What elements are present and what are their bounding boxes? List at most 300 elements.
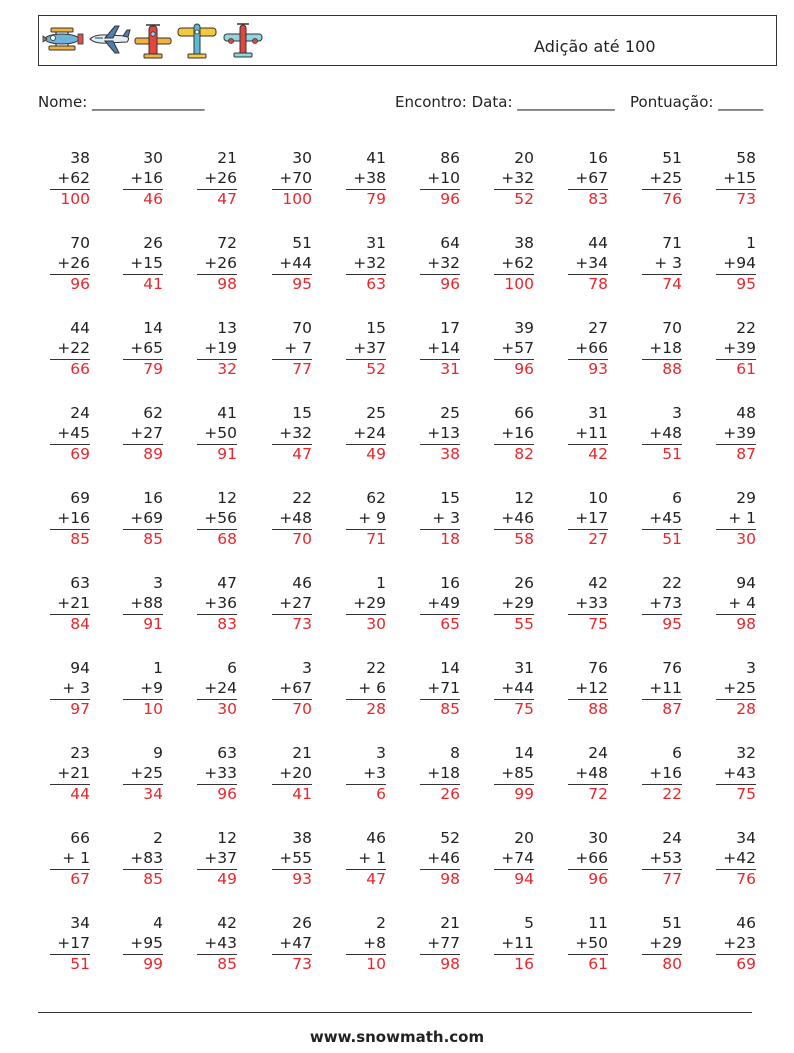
addend-top: 2 <box>153 829 163 847</box>
addition-problem <box>272 659 312 720</box>
addend-top: 27 <box>588 319 608 337</box>
addend-bottom: +11 <box>501 933 534 952</box>
addition-problem <box>272 574 312 635</box>
addition-problem <box>642 744 682 805</box>
addend-bottom: +56 <box>204 508 237 527</box>
addition-problem <box>50 149 90 210</box>
addend-bottom: +94 <box>723 253 756 272</box>
addend-bottom: +77 <box>427 933 460 952</box>
addend-bottom: +50 <box>204 423 237 442</box>
answer: 42 <box>568 444 608 465</box>
answer: 70 <box>272 699 312 720</box>
addition-problem <box>123 574 163 635</box>
addition-problem <box>568 234 608 295</box>
addition-problem <box>716 914 756 975</box>
addition-problem <box>642 404 682 465</box>
addend-bottom: + 3 <box>654 253 682 272</box>
answer: 96 <box>494 359 534 380</box>
addend-bottom: +55 <box>279 848 312 867</box>
answer: 41 <box>272 784 312 805</box>
addition-problem <box>272 319 312 380</box>
addend-top: 31 <box>588 404 608 422</box>
addition-problem <box>716 319 756 380</box>
addition-problem <box>716 659 756 720</box>
answer: 69 <box>50 444 90 465</box>
answer: 79 <box>346 189 386 210</box>
addend-bottom: +34 <box>575 253 608 272</box>
addition-problem <box>346 744 386 805</box>
addition-problem <box>420 489 460 550</box>
addend-top: 41 <box>366 149 386 167</box>
addition-problem <box>568 319 608 380</box>
addend-top: 39 <box>514 319 534 337</box>
answer: 100 <box>50 189 90 210</box>
addend-bottom: +44 <box>501 678 534 697</box>
addition-problem <box>272 914 312 975</box>
addend-top: 25 <box>366 404 386 422</box>
addend-bottom: +49 <box>427 593 460 612</box>
answer: 99 <box>494 784 534 805</box>
addition-problem <box>346 149 386 210</box>
answer: 67 <box>50 869 90 890</box>
addend-top: 1 <box>376 574 386 592</box>
addend-bottom: +46 <box>501 508 534 527</box>
addend-top: 1 <box>153 659 163 677</box>
addition-problem <box>494 829 534 890</box>
answer: 75 <box>716 784 756 805</box>
addend-bottom: +62 <box>57 168 90 187</box>
addend-bottom: +9 <box>140 678 163 697</box>
addend-bottom: +26 <box>204 168 237 187</box>
answer: 98 <box>716 614 756 635</box>
addend-top: 63 <box>217 744 237 762</box>
addend-top: 29 <box>736 489 756 507</box>
addend-bottom: +12 <box>575 678 608 697</box>
addend-bottom: +88 <box>130 593 163 612</box>
addend-bottom: +23 <box>723 933 756 952</box>
answer: 16 <box>494 954 534 975</box>
addition-problem <box>568 404 608 465</box>
addition-problem <box>346 319 386 380</box>
addend-bottom: +45 <box>649 508 682 527</box>
addend-bottom: +66 <box>575 338 608 357</box>
answer: 6 <box>346 784 386 805</box>
addend-bottom: +16 <box>501 423 534 442</box>
addend-bottom: +18 <box>427 763 460 782</box>
addend-top: 31 <box>366 234 386 252</box>
answer: 70 <box>272 529 312 550</box>
addend-top: 66 <box>514 404 534 422</box>
answer: 65 <box>420 614 460 635</box>
answer: 85 <box>50 529 90 550</box>
addend-top: 25 <box>440 404 460 422</box>
addition-problem <box>642 659 682 720</box>
addend-bottom: + 7 <box>284 338 312 357</box>
addend-top: 16 <box>143 489 163 507</box>
addend-top: 4 <box>153 914 163 932</box>
addend-bottom: +37 <box>204 848 237 867</box>
addend-bottom: +62 <box>501 253 534 272</box>
addend-bottom: +21 <box>57 763 90 782</box>
answer: 98 <box>420 954 460 975</box>
answer: 47 <box>346 869 386 890</box>
answer: 73 <box>272 614 312 635</box>
addend-top: 24 <box>70 404 90 422</box>
addend-bottom: +25 <box>723 678 756 697</box>
addend-top: 51 <box>662 149 682 167</box>
answer: 47 <box>272 444 312 465</box>
addend-bottom: +17 <box>575 508 608 527</box>
answer: 30 <box>716 529 756 550</box>
answer: 77 <box>642 869 682 890</box>
answer: 98 <box>420 869 460 890</box>
addend-top: 31 <box>514 659 534 677</box>
answer: 95 <box>272 274 312 295</box>
addend-bottom: +36 <box>204 593 237 612</box>
answer: 58 <box>494 529 534 550</box>
answer: 55 <box>494 614 534 635</box>
addition-problem <box>197 829 237 890</box>
addend-bottom: +3 <box>363 763 386 782</box>
addend-top: 64 <box>440 234 460 252</box>
score-label: Pontuação: ______ <box>630 93 764 111</box>
addend-bottom: +95 <box>130 933 163 952</box>
addend-bottom: +14 <box>427 338 460 357</box>
addend-top: 62 <box>143 404 163 422</box>
addend-bottom: +24 <box>204 678 237 697</box>
answer: 91 <box>123 614 163 635</box>
answer: 51 <box>50 954 90 975</box>
addition-problem <box>123 149 163 210</box>
addend-bottom: + 1 <box>358 848 386 867</box>
answer: 83 <box>568 189 608 210</box>
answer: 76 <box>642 189 682 210</box>
addition-problem <box>272 404 312 465</box>
addend-bottom: +85 <box>501 763 534 782</box>
answer: 47 <box>197 189 237 210</box>
addend-top: 17 <box>440 319 460 337</box>
addend-top: 66 <box>70 829 90 847</box>
name-field-label: Nome: _______________ <box>38 93 205 111</box>
addition-problem <box>197 574 237 635</box>
addend-top: 38 <box>292 829 312 847</box>
addend-bottom: +53 <box>649 848 682 867</box>
answer: 96 <box>420 189 460 210</box>
addend-top: 42 <box>588 574 608 592</box>
answer: 87 <box>642 699 682 720</box>
addend-bottom: +66 <box>575 848 608 867</box>
addition-problem <box>642 829 682 890</box>
footer-divider <box>38 1012 752 1013</box>
addend-bottom: + 1 <box>62 848 90 867</box>
addend-bottom: +65 <box>130 338 163 357</box>
addition-problem <box>346 489 386 550</box>
addend-top: 42 <box>217 914 237 932</box>
addend-top: 41 <box>217 404 237 422</box>
answer: 91 <box>197 444 237 465</box>
addition-problem <box>272 489 312 550</box>
answer: 96 <box>50 274 90 295</box>
answer: 96 <box>568 869 608 890</box>
addition-problem <box>272 829 312 890</box>
addend-top: 14 <box>440 659 460 677</box>
addend-top: 21 <box>440 914 460 932</box>
addend-top: 3 <box>302 659 312 677</box>
addend-bottom: +13 <box>427 423 460 442</box>
addend-top: 15 <box>440 489 460 507</box>
addition-problem <box>272 744 312 805</box>
addition-problem <box>346 404 386 465</box>
addend-bottom: +37 <box>353 338 386 357</box>
answer: 18 <box>420 529 460 550</box>
addition-problem <box>420 404 460 465</box>
addend-top: 70 <box>292 319 312 337</box>
addition-problem <box>50 574 90 635</box>
addend-bottom: +24 <box>353 423 386 442</box>
addition-problem <box>197 404 237 465</box>
addend-bottom: +19 <box>204 338 237 357</box>
addend-bottom: +71 <box>427 678 460 697</box>
addition-problem <box>494 404 534 465</box>
answer: 44 <box>50 784 90 805</box>
addition-problem <box>197 149 237 210</box>
answer: 51 <box>642 444 682 465</box>
answer: 95 <box>716 274 756 295</box>
addition-problem <box>420 829 460 890</box>
red-propeller-plane-icon <box>133 22 173 62</box>
meeting-date-label: Encontro: Data: _____________ <box>395 93 615 111</box>
addition-problem <box>568 574 608 635</box>
addition-problem <box>50 489 90 550</box>
addend-bottom: +47 <box>279 933 312 952</box>
addend-bottom: +48 <box>279 508 312 527</box>
answer: 71 <box>346 529 386 550</box>
addend-top: 20 <box>514 829 534 847</box>
answer: 85 <box>123 869 163 890</box>
addend-bottom: +8 <box>363 933 386 952</box>
addition-problem <box>494 489 534 550</box>
addend-bottom: +67 <box>575 168 608 187</box>
addition-problem <box>197 744 237 805</box>
addend-bottom: +27 <box>279 593 312 612</box>
addend-top: 62 <box>366 489 386 507</box>
addend-bottom: +16 <box>57 508 90 527</box>
addition-problem <box>568 914 608 975</box>
addend-top: 15 <box>366 319 386 337</box>
addition-problem <box>716 149 756 210</box>
answer: 31 <box>420 359 460 380</box>
addend-bottom: +70 <box>279 168 312 187</box>
addend-top: 44 <box>70 319 90 337</box>
addend-top: 3 <box>153 574 163 592</box>
addend-top: 12 <box>217 829 237 847</box>
addend-bottom: + 1 <box>728 508 756 527</box>
addend-top: 6 <box>672 489 682 507</box>
addend-bottom: +16 <box>130 168 163 187</box>
answer: 26 <box>420 784 460 805</box>
addend-bottom: +25 <box>130 763 163 782</box>
addition-problem <box>420 234 460 295</box>
addend-top: 51 <box>662 914 682 932</box>
answer: 100 <box>272 189 312 210</box>
addition-problem <box>197 489 237 550</box>
answer: 61 <box>568 954 608 975</box>
addition-problem <box>50 744 90 805</box>
addend-top: 52 <box>440 829 460 847</box>
addition-problem <box>494 744 534 805</box>
answer: 34 <box>123 784 163 805</box>
addend-top: 51 <box>292 234 312 252</box>
addend-top: 44 <box>588 234 608 252</box>
addend-bottom: +11 <box>575 423 608 442</box>
addition-problem <box>123 234 163 295</box>
answer: 79 <box>123 359 163 380</box>
addition-problem <box>123 829 163 890</box>
addition-problem <box>642 489 682 550</box>
addend-top: 2 <box>376 914 386 932</box>
jet-plane-icon <box>87 22 131 58</box>
addition-problem <box>716 404 756 465</box>
addend-bottom: +67 <box>279 678 312 697</box>
answer: 95 <box>642 614 682 635</box>
answer: 73 <box>272 954 312 975</box>
addend-bottom: +32 <box>353 253 386 272</box>
answer: 78 <box>568 274 608 295</box>
addition-problem <box>50 829 90 890</box>
yellow-plane-icon <box>177 22 217 62</box>
addition-problem <box>642 234 682 295</box>
addend-bottom: +83 <box>130 848 163 867</box>
addition-problem <box>272 234 312 295</box>
addend-bottom: +57 <box>501 338 534 357</box>
addend-top: 22 <box>292 489 312 507</box>
answer: 46 <box>123 189 163 210</box>
addend-top: 69 <box>70 489 90 507</box>
addend-top: 6 <box>672 744 682 762</box>
addend-top: 1 <box>746 234 756 252</box>
answer: 93 <box>568 359 608 380</box>
answer: 85 <box>123 529 163 550</box>
addition-problem <box>420 744 460 805</box>
addend-top: 15 <box>292 404 312 422</box>
addend-top: 16 <box>440 574 460 592</box>
addition-problem <box>568 829 608 890</box>
addition-problem <box>197 659 237 720</box>
addend-bottom: +44 <box>279 253 312 272</box>
answer: 10 <box>123 699 163 720</box>
addend-bottom: +15 <box>130 253 163 272</box>
addend-top: 76 <box>588 659 608 677</box>
answer: 51 <box>642 529 682 550</box>
addend-bottom: +29 <box>353 593 386 612</box>
addend-bottom: +25 <box>649 168 682 187</box>
addend-top: 30 <box>292 149 312 167</box>
answer: 49 <box>346 444 386 465</box>
addition-problem <box>50 404 90 465</box>
addend-top: 3 <box>376 744 386 762</box>
addition-problem <box>494 659 534 720</box>
addend-top: 63 <box>70 574 90 592</box>
addend-bottom: + 4 <box>728 593 756 612</box>
addition-problem <box>346 914 386 975</box>
addend-top: 72 <box>217 234 237 252</box>
addend-top: 21 <box>217 149 237 167</box>
addend-top: 13 <box>217 319 237 337</box>
answer: 30 <box>346 614 386 635</box>
addition-problem <box>568 489 608 550</box>
addend-top: 10 <box>588 489 608 507</box>
addition-problem <box>50 659 90 720</box>
addend-top: 24 <box>662 829 682 847</box>
addition-problem <box>272 149 312 210</box>
addition-problem <box>494 319 534 380</box>
addend-bottom: +73 <box>649 593 682 612</box>
addition-problem <box>420 659 460 720</box>
addend-top: 70 <box>70 234 90 252</box>
answer: 52 <box>346 359 386 380</box>
addend-bottom: +74 <box>501 848 534 867</box>
addend-bottom: +26 <box>204 253 237 272</box>
answer: 84 <box>50 614 90 635</box>
addend-top: 11 <box>588 914 608 932</box>
addend-bottom: +43 <box>723 763 756 782</box>
addend-bottom: +48 <box>575 763 608 782</box>
addition-problem <box>716 234 756 295</box>
addend-top: 26 <box>292 914 312 932</box>
answer: 88 <box>568 699 608 720</box>
answer: 98 <box>197 274 237 295</box>
addition-problem <box>123 659 163 720</box>
addend-bottom: +38 <box>353 168 386 187</box>
answer: 49 <box>197 869 237 890</box>
addend-bottom: + 3 <box>62 678 90 697</box>
header-box <box>38 15 777 66</box>
addition-problem <box>420 914 460 975</box>
addend-top: 47 <box>217 574 237 592</box>
answer: 96 <box>420 274 460 295</box>
answer: 75 <box>494 699 534 720</box>
answer: 82 <box>494 444 534 465</box>
answer: 89 <box>123 444 163 465</box>
answer: 85 <box>420 699 460 720</box>
answer: 41 <box>123 274 163 295</box>
addend-top: 20 <box>514 149 534 167</box>
addition-problem <box>494 914 534 975</box>
addend-top: 71 <box>662 234 682 252</box>
answer: 100 <box>494 274 534 295</box>
answer: 96 <box>197 784 237 805</box>
answer: 99 <box>123 954 163 975</box>
addition-problem <box>716 489 756 550</box>
addition-problem <box>123 489 163 550</box>
addend-top: 22 <box>736 319 756 337</box>
addition-problem <box>123 744 163 805</box>
addend-top: 22 <box>662 574 682 592</box>
addition-problem <box>716 744 756 805</box>
addend-bottom: +16 <box>649 763 682 782</box>
addition-problem <box>197 319 237 380</box>
addition-problem <box>420 319 460 380</box>
addend-top: 12 <box>217 489 237 507</box>
addend-top: 70 <box>662 319 682 337</box>
addition-problem <box>346 234 386 295</box>
addend-bottom: +20 <box>279 763 312 782</box>
biplane-icon <box>41 22 85 58</box>
addend-top: 34 <box>70 914 90 932</box>
addend-bottom: +33 <box>575 593 608 612</box>
addend-top: 14 <box>143 319 163 337</box>
answer: 87 <box>716 444 756 465</box>
